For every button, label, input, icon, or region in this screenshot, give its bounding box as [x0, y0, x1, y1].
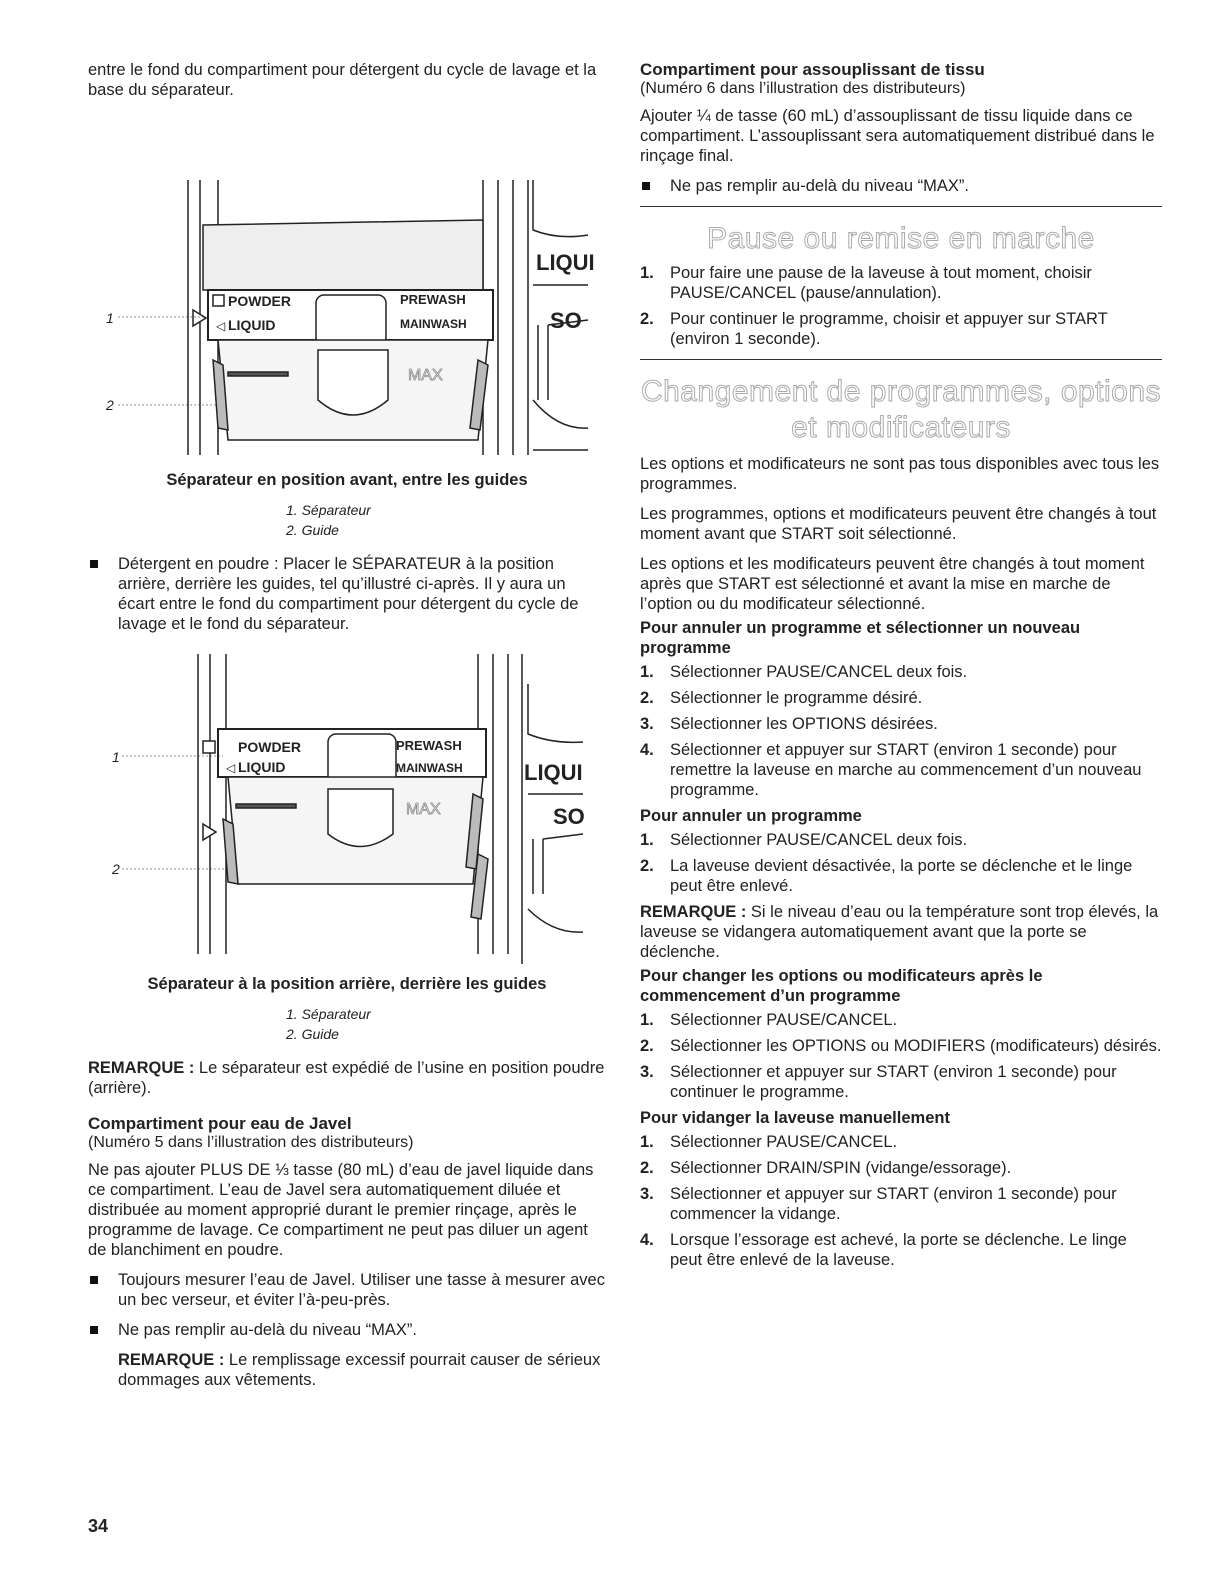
step-text: Sélectionner PAUSE/CANCEL deux fois. [670, 663, 968, 681]
step-text: Pour faire une pause de la laveuse à tout moment, choisir PAUSE/CANCEL (pause/annulation). [670, 264, 1092, 302]
change-options-step: 1. Sélectionner PAUSE/CANCEL. [640, 1011, 898, 1029]
legend-item: 2. Guide [286, 1026, 339, 1042]
cancel-title: Pour annuler un programme [640, 807, 862, 825]
legend-item: 2. Guide [286, 522, 339, 538]
figure-legend-front [286, 500, 606, 540]
softener-text: Ajouter ¼ de tasse (60 mL) d’assouplissant de tissu liquide dans ce compartiment. L’assouplissant sera automatiquement distribué dans le rinçage final. [640, 107, 1155, 165]
change-options-title: Pour changer les options ou modificateurs après le commencement d’un programme [640, 967, 1043, 1005]
figure-caption-front: Séparateur en position avant, entre les guides [166, 471, 528, 489]
pause-section-title: Pause ou remise en marche [707, 222, 1095, 255]
cancel-new-step: 3. Sélectionner les OPTIONS désirées. [640, 715, 938, 733]
dispenser-figure-front [88, 110, 606, 470]
remark-label: REMARQUE : [88, 1059, 195, 1077]
change-text: Les programmes, options et modificateurs peuvent être changés à tout moment avant que START soit sélectionné. [640, 505, 1157, 543]
prewash-label: PREWASH [396, 738, 462, 753]
remark-separator [88, 1058, 606, 1098]
change-text: Les options et modificateurs ne sont pas tous disponibles avec tous les programmes. [640, 455, 1160, 493]
remark-drain [640, 902, 1162, 962]
step-text: Sélectionner et appuyer sur START (environ 1 seconde) pour continuer le programme. [670, 1063, 1117, 1101]
step-text: Sélectionner PAUSE/CANCEL deux fois. [670, 831, 968, 849]
liquid-label: LIQUID [238, 759, 286, 775]
callout-1: 1 [112, 749, 120, 765]
change-section-title [640, 374, 1162, 446]
drain-step: 3. Sélectionner et appuyer sur START (environ 1 seconde) pour commencer la vidange. [640, 1185, 1117, 1223]
remark-label: REMARQUE : [118, 1351, 225, 1369]
cancel-step: 1. Sélectionner PAUSE/CANCEL deux fois. [640, 831, 968, 849]
svg-text:◁: ◁ [226, 761, 236, 775]
dispenser-figure-back [88, 644, 606, 974]
change-title-line: Changement de programmes, options [640, 375, 1162, 408]
bleach-text: Ne pas ajouter PLUS DE ⅓ tasse (80 mL) d’eau de javel liquide dans ce compartiment. L’eau de Javel sera automatiquement diluée et distribuée au moment approprié durant le premier rinçage, après le programme de lavage. Ce compartiment ne peut pas diluer un agent de blanchiment en poudre. [88, 1161, 594, 1259]
step-text: Sélectionner et appuyer sur START (environ 1 seconde) pour commencer la vidange. [670, 1185, 1117, 1223]
intro-text: entre le fond du compartiment pour détergent du cycle de lavage et la base du séparateur. [88, 61, 597, 99]
prewash-label: PREWASH [400, 292, 466, 307]
remark-text: Si le niveau d’eau ou la température sont trop élevés, la laveuse se vidangera automatiquement avant que la porte se déclenche. [640, 903, 1159, 961]
bleach-bullet: Ne pas remplir au-delà du niveau “MAX”. [88, 1320, 606, 1340]
cancel-new-step: 4. Sélectionner et appuyer sur START (environ 1 seconde) pour remettre la laveuse en marche au commencement d’un nouveau programme. [640, 741, 1142, 799]
drain-title: Pour vidanger la laveuse manuellement [640, 1109, 950, 1127]
section-divider [640, 359, 1162, 360]
step-text: Sélectionner DRAIN/SPIN (vidange/essorage). [670, 1159, 1012, 1177]
step-text: Sélectionner le programme désiré. [670, 689, 923, 707]
pause-step: 2. Pour continuer le programme, choisir et appuyer sur START (environ 1 seconde). [640, 310, 1108, 348]
change-text: Les options et les modificateurs peuvent être changés à tout moment après que START est sélectionné et avant la mise en marche de l’option ou du modificateur sélectionné. [640, 555, 1145, 613]
change-options-step: 3. Sélectionner et appuyer sur START (environ 1 seconde) pour continuer le programme. [640, 1063, 1117, 1101]
softener-bullet: Ne pas remplir au-delà du niveau “MAX”. [640, 176, 1162, 196]
bleach-section-subtitle: (Numéro 5 dans l’illustration des distributeurs) [88, 1134, 414, 1151]
svg-text:◁: ◁ [216, 319, 226, 333]
callout-2: 2 [112, 861, 120, 877]
remark-text: Le séparateur est expédié de l’usine en position poudre (arrière). [88, 1059, 605, 1097]
right-column [640, 60, 1162, 1276]
pause-step: 1. Pour faire une pause de la laveuse à tout moment, choisir PAUSE/CANCEL (pause/annulation). [640, 264, 1092, 302]
legend-item: 1. Séparateur [286, 502, 371, 518]
figure-caption-back: Séparateur à la position arrière, derrière les guides [147, 975, 547, 993]
softener-section-subtitle: (Numéro 6 dans l’illustration des distributeurs) [640, 80, 966, 97]
max-label: MAX [408, 367, 443, 384]
drain-step: 2. Sélectionner DRAIN/SPIN (vidange/essorage). [640, 1159, 1012, 1177]
powder-label: POWDER [228, 293, 291, 309]
change-title-line: et modificateurs [791, 411, 1011, 444]
side-label-liqui: LIQUI [524, 760, 583, 785]
page-number: 34 [88, 1516, 109, 1536]
step-text: Sélectionner PAUSE/CANCEL. [670, 1011, 898, 1029]
remark-overfill [88, 1350, 606, 1390]
cancel-step: 2. La laveuse devient désactivée, la porte se déclenche et le linge peut être enlevé. [640, 857, 1133, 895]
powder-label: POWDER [238, 739, 301, 755]
cancel-new-step: 1. Sélectionner PAUSE/CANCEL deux fois. [640, 663, 968, 681]
liquid-label: LIQUID [228, 317, 276, 333]
drain-step: 4. Lorsque l’essorage est achevé, la porte se déclenche. Le linge peut être enlevé de la laveuse. [640, 1231, 1127, 1269]
remark-text: Le remplissage excessif pourrait causer de sérieux dommages aux vêtements. [118, 1351, 601, 1389]
max-label: MAX [406, 801, 441, 818]
step-text: Pour continuer le programme, choisir et appuyer sur START (environ 1 seconde). [670, 310, 1108, 348]
figure-legend-back [286, 1004, 606, 1044]
step-text: Lorsque l’essorage est achevé, la porte se déclenche. Le linge peut être enlevé de la laveuse. [670, 1231, 1127, 1269]
remark-label: REMARQUE : [640, 903, 747, 921]
step-text: Sélectionner les OPTIONS désirées. [670, 715, 938, 733]
side-label-liqui: LIQUI [536, 250, 595, 275]
legend-item: 1. Séparateur [286, 1006, 371, 1022]
change-options-step: 2. Sélectionner les OPTIONS ou MODIFIERS (modificateurs) désirés. [640, 1037, 1162, 1055]
step-text: La laveuse devient désactivée, la porte se déclenche et le linge peut être enlevé. [670, 857, 1133, 895]
bleach-bullet: Toujours mesurer l’eau de Javel. Utiliser une tasse à mesurer avec un bec verseur, et éviter l’à-peu-près. [88, 1270, 606, 1310]
left-column [88, 60, 606, 1400]
mainwash-label: MAINWASH [400, 317, 467, 331]
section-divider [640, 206, 1162, 207]
callout-2: 2 [106, 397, 114, 413]
bleach-section-title: Compartiment pour eau de Javel [88, 1114, 352, 1133]
cancel-new-title: Pour annuler un programme et sélectionner un nouveau programme [640, 619, 1081, 657]
mainwash-label: MAINWASH [396, 761, 463, 775]
callout-1: 1 [106, 310, 114, 326]
softener-section-title: Compartiment pour assouplissant de tissu [640, 60, 985, 79]
step-text: Sélectionner et appuyer sur START (environ 1 seconde) pour remettre la laveuse en marche au commencement d’un nouveau programme. [670, 741, 1142, 799]
step-text: Sélectionner PAUSE/CANCEL. [670, 1133, 898, 1151]
step-text: Sélectionner les OPTIONS ou MODIFIERS (modificateurs) désirés. [670, 1037, 1162, 1055]
side-label-so: SO [553, 804, 585, 829]
powder-bullet: Détergent en poudre : Placer le SÉPARATEUR à la position arrière, derrière les guides, tel qu’illustré ci-après. Il y aura un écart entre le fond du compartiment pour détergent du cycle de lavage et le fond du séparateur. [88, 554, 606, 634]
side-label-so: SO [550, 308, 582, 333]
drain-step: 1. Sélectionner PAUSE/CANCEL. [640, 1133, 898, 1151]
cancel-new-step: 2. Sélectionner le programme désiré. [640, 689, 923, 707]
